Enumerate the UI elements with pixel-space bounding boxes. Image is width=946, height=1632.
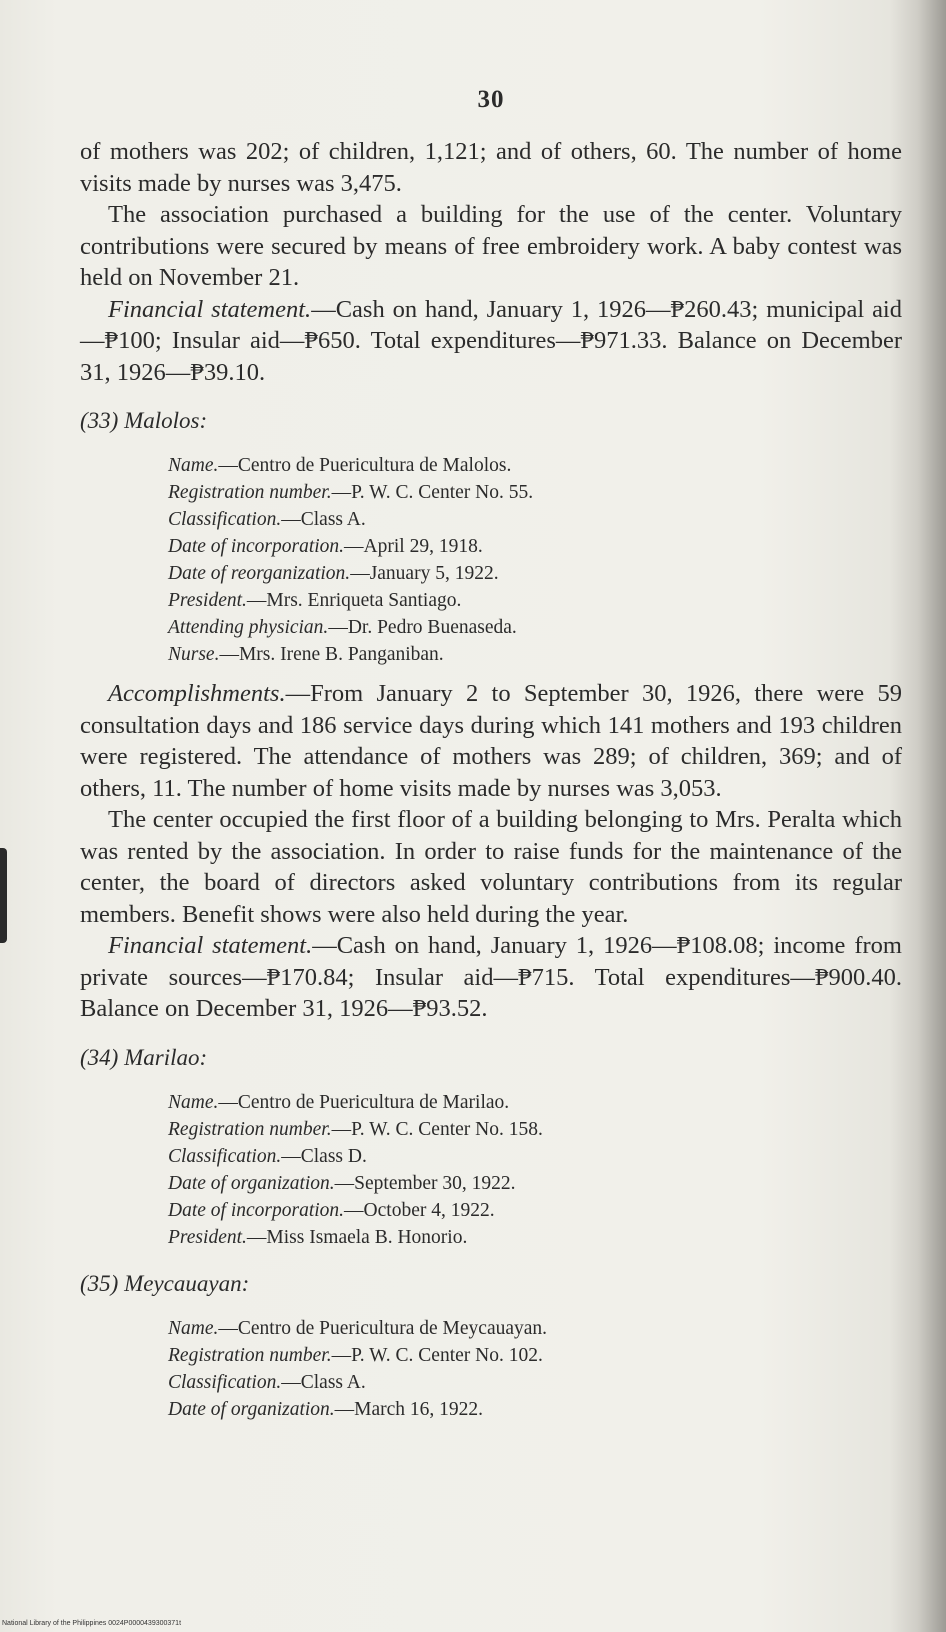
paragraph [80, 199, 902, 294]
binding-edge-mark [0, 848, 7, 943]
detail-row [168, 452, 902, 479]
detail-label: Nurse. [168, 644, 220, 665]
detail-value: —March 16, 1922. [334, 1398, 484, 1420]
detail-value: —Mrs. Irene B. Panganiban. [219, 644, 444, 665]
detail-value: —P. W. C. Center No. 102. [331, 1344, 543, 1366]
detail-value: —Mrs. Enriqueta Santiago. [246, 590, 462, 611]
detail-row [168, 1089, 902, 1116]
section-title: Malolos: [124, 408, 208, 433]
paragraph-text: The center occupied the first floor of a building belonging to Mrs. Peralta which was rented by the association. In order to raise funds for the maintenance of the center, the board of directors asked voluntary contributions from its regular members. Benefit shows were also held during the year. [80, 806, 902, 928]
section-number: (35) [80, 1270, 119, 1296]
detail-row [168, 1224, 902, 1251]
paragraph [80, 294, 902, 389]
center-details [168, 1089, 902, 1251]
detail-label: Classification. [168, 509, 282, 530]
paragraph-lead: Accomplishments. [108, 680, 286, 707]
detail-value: —Dr. Pedro Buenaseda. [328, 617, 517, 638]
paragraph [80, 678, 902, 804]
section-heading [80, 408, 902, 434]
detail-label: Name. [168, 455, 219, 476]
page-content [80, 86, 902, 1423]
footer-attribution: National Library of the Philippines 0024P0000439300371t [2, 1620, 182, 1627]
detail-value: —P. W. C. Center No. 55. [331, 482, 534, 503]
detail-value: —Centro de Puericultura de Meycauayan. [218, 1317, 548, 1339]
paragraph-text: —Cash on hand, January 1, 1926—₱108.08; income from private sources—₱170.84; Insular aid—₱715. Total expenditures—₱900.40. Balance on December 31, 1926—₱93.52. [80, 932, 902, 1022]
detail-value: —September 30, 1922. [334, 1172, 516, 1194]
detail-row [168, 479, 902, 506]
paragraph-lead: Financial statement. [108, 932, 313, 959]
detail-row [168, 1315, 902, 1342]
detail-value: —Class A. [281, 1371, 366, 1393]
detail-value: —April 29, 1918. [344, 536, 483, 557]
detail-value: —Class A. [281, 509, 366, 530]
detail-label: Classification. [168, 1371, 282, 1393]
detail-value: —Centro de Puericultura de Marilao. [218, 1091, 510, 1113]
detail-label: President. [168, 1226, 247, 1248]
detail-row [168, 1369, 902, 1396]
section-number: (33) [80, 408, 119, 433]
detail-row [168, 614, 902, 641]
detail-row [168, 1170, 902, 1197]
detail-row [168, 587, 902, 614]
detail-row [168, 1143, 902, 1170]
paragraph-text: —From January 2 to September 30, 1926, there were 59 consultation days and 186 service days during which 141 mothers and 193 children were registered. The attendance of mothers was 289; of children, 369; and of others, 11. The number of home visits made by nurses was 3,053. [80, 680, 902, 802]
intro-paragraphs [80, 136, 902, 388]
paragraph-text: The association purchased a building for the use of the center. Voluntary contributions were secured by means of free embroidery work. A baby contest was held on November 21. [80, 201, 902, 291]
paragraph-text: —Cash on hand, January 1, 1926—₱260.43; municipal aid—₱100; Insular aid—₱650. Total expenditures—₱971.33. Balance on December 31, 1926—₱39.10. [80, 295, 902, 386]
detail-label: Name. [168, 1091, 219, 1113]
section [80, 1271, 902, 1423]
detail-label: Registration number. [168, 482, 332, 503]
paragraph [80, 136, 902, 199]
detail-row [168, 533, 902, 560]
detail-row [168, 506, 902, 533]
detail-label: Date of incorporation. [168, 1199, 345, 1221]
detail-value: —Miss Ismaela B. Honorio. [246, 1226, 468, 1248]
detail-value: —January 5, 1922. [350, 563, 499, 584]
detail-value: —Centro de Puericultura de Malolos. [218, 455, 512, 476]
detail-row [168, 1396, 902, 1423]
detail-value: —Class D. [281, 1145, 367, 1167]
section [80, 1045, 902, 1251]
paragraph [80, 804, 902, 930]
page-number: 30 [477, 86, 505, 113]
detail-value: —October 4, 1922. [344, 1199, 495, 1221]
paragraph-lead: Financial statement. [108, 295, 312, 323]
center-details [168, 452, 902, 668]
detail-label: President. [168, 590, 247, 611]
section [80, 408, 902, 1025]
section-title: Marilao: [124, 1044, 208, 1070]
detail-label: Date of organization. [168, 1398, 335, 1420]
detail-label: Registration number. [168, 1344, 332, 1366]
detail-label: Name. [168, 1317, 219, 1339]
detail-label: Registration number. [168, 1118, 332, 1140]
detail-row [168, 1116, 902, 1143]
section-number: (34) [80, 1044, 119, 1070]
paragraph-text: of mothers was 202; of children, 1,121; and of others, 60. The number of home visits made by nurses was 3,475. [80, 138, 902, 197]
center-details [168, 1315, 902, 1423]
paragraph [80, 930, 902, 1025]
detail-label: Attending physician. [168, 617, 329, 638]
detail-label: Date of organization. [168, 1172, 335, 1194]
detail-row [168, 641, 902, 668]
detail-row [168, 1197, 902, 1224]
detail-label: Date of incorporation. [168, 536, 345, 557]
detail-value: —P. W. C. Center No. 158. [331, 1118, 543, 1140]
detail-label: Classification. [168, 1145, 282, 1167]
sections [80, 408, 902, 1423]
detail-label: Date of reorganization. [168, 563, 351, 584]
section-heading [80, 1271, 902, 1297]
detail-row [168, 1342, 902, 1369]
section-heading [80, 1045, 902, 1071]
section-title: Meycauayan: [124, 1270, 250, 1296]
detail-row [168, 560, 902, 587]
